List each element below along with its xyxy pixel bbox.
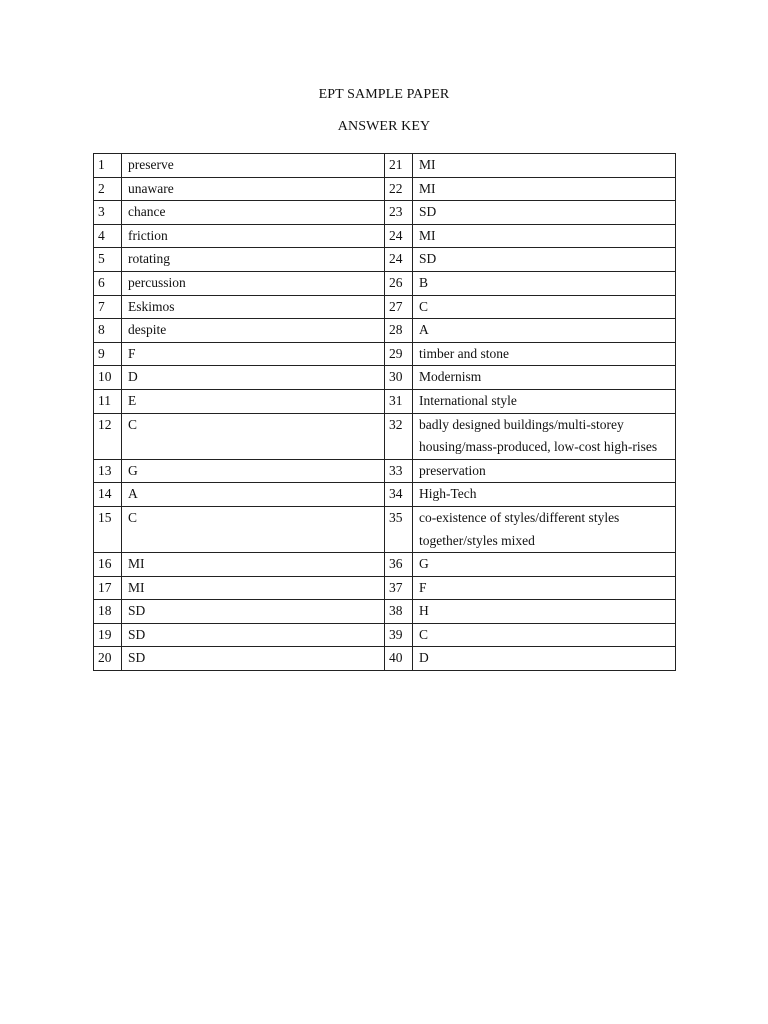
answer-left: preserve xyxy=(122,154,385,178)
question-number-left: 5 xyxy=(94,248,122,272)
table-row xyxy=(94,319,676,343)
answer-left: rotating xyxy=(122,248,385,272)
question-number-right: 31 xyxy=(385,389,413,413)
answer-left: MI xyxy=(122,576,385,600)
answer-left: despite xyxy=(122,319,385,343)
answer-right: G xyxy=(413,553,676,577)
answer-right: badly designed buildings/multi-storey housing/mass-produced, low-cost high-rises xyxy=(413,413,676,459)
question-number-right: 38 xyxy=(385,600,413,624)
question-number-right: 36 xyxy=(385,553,413,577)
answer-left: D xyxy=(122,366,385,390)
table-row xyxy=(94,271,676,295)
table-row xyxy=(94,224,676,248)
answer-right: A xyxy=(413,319,676,343)
question-number-left: 3 xyxy=(94,201,122,225)
answer-left: SD xyxy=(122,647,385,671)
question-number-right: 21 xyxy=(385,154,413,178)
answer-right: MI xyxy=(413,177,676,201)
answer-left: SD xyxy=(122,600,385,624)
question-number-left: 13 xyxy=(94,459,122,483)
table-row xyxy=(94,248,676,272)
table-row xyxy=(94,413,676,459)
question-number-right: 32 xyxy=(385,413,413,459)
question-number-right: 34 xyxy=(385,483,413,507)
table-row xyxy=(94,553,676,577)
question-number-right: 26 xyxy=(385,271,413,295)
document-subtitle: ANSWER KEY xyxy=(337,119,431,134)
answer-right: preservation xyxy=(413,459,676,483)
answer-left: F xyxy=(122,342,385,366)
question-number-right: 33 xyxy=(385,459,413,483)
answer-right: D xyxy=(413,647,676,671)
question-number-left: 1 xyxy=(94,154,122,178)
answer-left: E xyxy=(122,389,385,413)
question-number-right: 27 xyxy=(385,295,413,319)
question-number-left: 19 xyxy=(94,623,122,647)
table-row xyxy=(94,201,676,225)
question-number-left: 15 xyxy=(94,506,122,552)
table-row xyxy=(94,177,676,201)
table-row xyxy=(94,154,676,178)
answer-right: C xyxy=(413,623,676,647)
question-number-left: 2 xyxy=(94,177,122,201)
table-row xyxy=(94,483,676,507)
table-row xyxy=(94,647,676,671)
question-number-right: 35 xyxy=(385,506,413,552)
question-number-left: 11 xyxy=(94,389,122,413)
table-row xyxy=(94,506,676,552)
answer-left: friction xyxy=(122,224,385,248)
answer-key-body xyxy=(94,154,676,671)
table-row xyxy=(94,459,676,483)
answer-right: B xyxy=(413,271,676,295)
answer-left: Eskimos xyxy=(122,295,385,319)
question-number-right: 23 xyxy=(385,201,413,225)
answer-right: H xyxy=(413,600,676,624)
question-number-left: 8 xyxy=(94,319,122,343)
question-number-right: 30 xyxy=(385,366,413,390)
answer-key-table xyxy=(93,153,676,671)
table-row xyxy=(94,366,676,390)
answer-left: SD xyxy=(122,623,385,647)
table-row xyxy=(94,295,676,319)
question-number-left: 20 xyxy=(94,647,122,671)
table-row xyxy=(94,389,676,413)
question-number-right: 29 xyxy=(385,342,413,366)
question-number-right: 37 xyxy=(385,576,413,600)
table-row xyxy=(94,576,676,600)
question-number-left: 12 xyxy=(94,413,122,459)
answer-left: C xyxy=(122,506,385,552)
answer-right: C xyxy=(413,295,676,319)
question-number-left: 6 xyxy=(94,271,122,295)
table-row xyxy=(94,342,676,366)
answer-right: timber and stone xyxy=(413,342,676,366)
question-number-left: 17 xyxy=(94,576,122,600)
question-number-left: 16 xyxy=(94,553,122,577)
question-number-right: 22 xyxy=(385,177,413,201)
question-number-left: 18 xyxy=(94,600,122,624)
answer-right: SD xyxy=(413,248,676,272)
answer-right: High-Tech xyxy=(413,483,676,507)
answer-left: chance xyxy=(122,201,385,225)
answer-right: MI xyxy=(413,154,676,178)
answer-left: A xyxy=(122,483,385,507)
answer-left: unaware xyxy=(122,177,385,201)
question-number-left: 14 xyxy=(94,483,122,507)
question-number-left: 9 xyxy=(94,342,122,366)
question-number-left: 7 xyxy=(94,295,122,319)
answer-right: Modernism xyxy=(413,366,676,390)
question-number-right: 24 xyxy=(385,224,413,248)
answer-left: G xyxy=(122,459,385,483)
table-row xyxy=(94,600,676,624)
question-number-left: 4 xyxy=(94,224,122,248)
question-number-right: 24 xyxy=(385,248,413,272)
question-number-right: 28 xyxy=(385,319,413,343)
question-number-left: 10 xyxy=(94,366,122,390)
question-number-right: 40 xyxy=(385,647,413,671)
answer-right: co-existence of styles/different styles together/styles mixed xyxy=(413,506,676,552)
document-title: EPT SAMPLE PAPER xyxy=(318,87,450,102)
answer-right: International style xyxy=(413,389,676,413)
answer-right: MI xyxy=(413,224,676,248)
answer-right: SD xyxy=(413,201,676,225)
table-row xyxy=(94,623,676,647)
answer-left: MI xyxy=(122,553,385,577)
question-number-right: 39 xyxy=(385,623,413,647)
answer-left: percussion xyxy=(122,271,385,295)
answer-left: C xyxy=(122,413,385,459)
answer-right: F xyxy=(413,576,676,600)
